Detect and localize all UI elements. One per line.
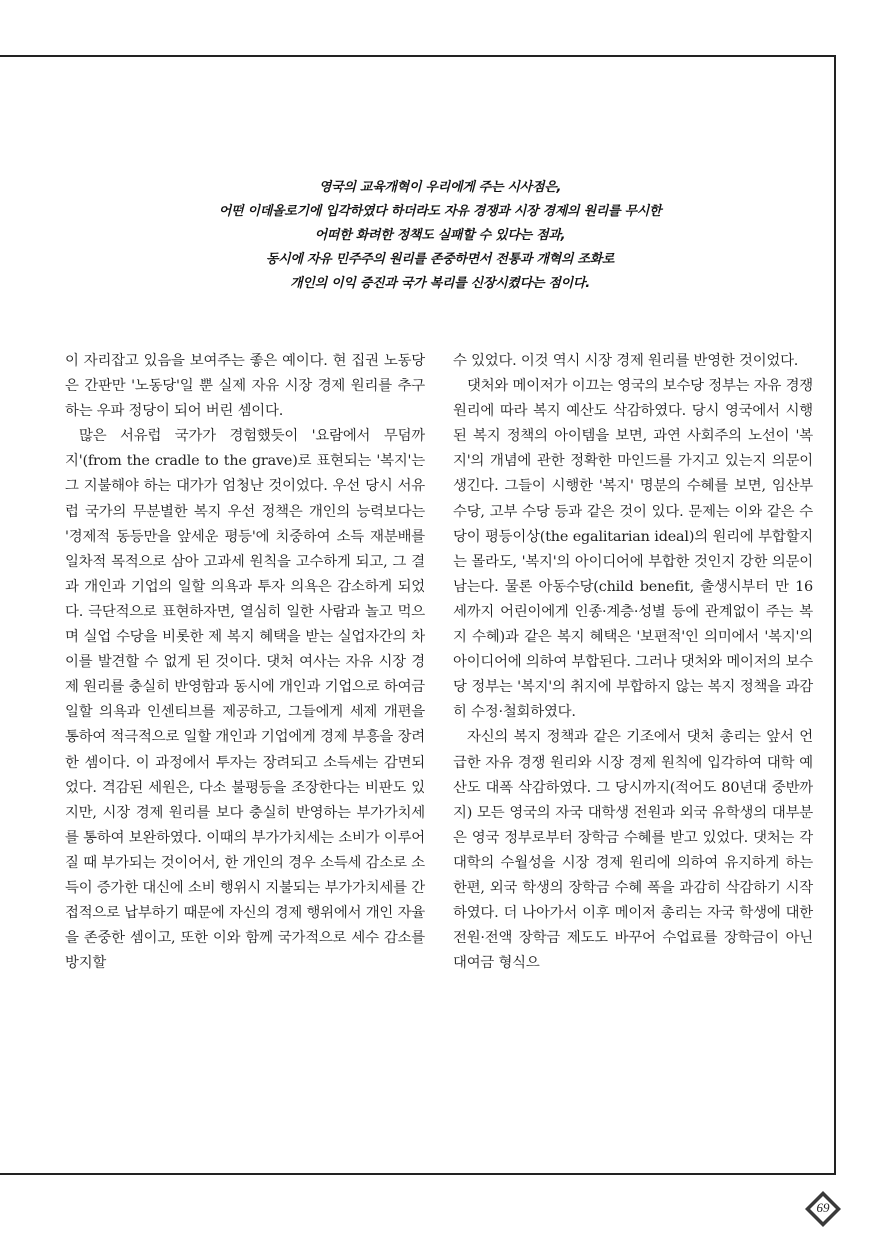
- paragraph: 댓처와 메이저가 이끄는 영국의 보수당 정부는 자유 경쟁 원리에 따라 복지 예산도 삭감하였다. 당시 영국에서 시행된 복지 정책의 아이템을 보면, 과연 사회주의 노선이 '복지'의 개념에 관한 정확한 마인드를 가지고 있는지 의문이 생긴다. 그들이 시행한 '복지' 명분의 수혜를 보면, 임산부 수당, 고부 수당 등과 같은 것이 있다. 문제는 이와 같은 수당이 평등이상(the egalitarian ideal)의 원리에 부합할지는 몰라도, '복지'의 아이디어에 부합한 것인지 강한 의문이 남는다. 물론 아동수당(child benefit, 출생시부터 만 16세까지 어린이에게 인종·계층·성별 등에 관계없이 주는 복지 수혜)과 같은 복지 혜택은 '보편적'인 의미에서 '복지'의 아이디어에 의하여 부합된다. 그러나 댓처와 메이저의 보수당 정부는 '복지'의 취지에 부합하지 않는 복지 정책을 과감히 수정·철회하였다.: [453, 378, 813, 721]
- pull-quote: [100, 176, 780, 296]
- left-column: [65, 349, 425, 976]
- pull-quote-line: 동시에 자유 민주주의 원리를 존중하면서 전통과 개혁의 조화로: [265, 252, 615, 267]
- paragraph: 수 있었다. 이것 역시 시장 경제 원리를 반영한 것이었다.: [453, 353, 799, 369]
- paragraph: 많은 서유럽 국가가 경험했듯이 '요람에서 무덤까지'(from the cradle to the grave)로 표현되는 '복지'는 그 지불해야 하는 대가가 엄청난 것이었다. 우선 당시 서유럽 국가의 무분별한 복지 우선 정책은 개인의 능력보다는 '경제적 동등만을 앞세운 평등'에 치중하여 소득 재분배를 일차적 목적으로 삼아 고과세 원칙을 고수하게 되고, 그 결과 개인과 기업의 일할 의욕과 투자 의욕은 감소하게 되었다. 극단적으로 표현하자면, 열심히 일한 사람과 놀고 먹으며 실업 수당을 비롯한 제 복지 혜택을 받는 실업자간의 차이를 발견할 수 없게 된 것이다. 댓처 여사는 자유 시장 경제 원리를 충실히 반영함과 동시에 개인과 기업으로 하여금 일할 의욕과 인센티브를 제공하고, 그들에게 세제 개편을 통하여 적극적으로 일할 개인과 기업에게 경제 부흥을 장려한 셈이다. 이 과정에서 투자는 장려되고 소득세는 감면되었다. 격감된 세원은, 다소 불평등을 조장한다는 비판도 있지만, 시장 경제 원리를 보다 충실히 반영하는 부가가치세를 통하여 보완하였다. 이때의 부가가치세는 소비가 이루어질 때 부가되는 것이어서, 한 개인의 경우 소득세 감소로 소득이 증가한 대신에 소비 행위시 지불되는 부가가치세를 간접적으로 납부하기 때문에 자신의 경제 행위에서 개인 자율을 존중한 셈이고, 또한 이와 함께 국가적으로 세수 감소를 방지할: [65, 428, 425, 972]
- paragraph: 이 자리잡고 있음을 보여주는 좋은 예이다. 현 집권 노동당은 간판만 '노동당'일 뿐 실제 자유 시장 경제 원리를 추구하는 우파 정당이 되어 버린 셈이다.: [65, 353, 425, 420]
- pull-quote-line: 어떤 이데올로기에 입각하였다 하더라도 자유 경쟁과 시장 경제의 원리를 무시한: [218, 204, 662, 219]
- pull-quote-line: 영국의 교육개혁이 우리에게 주는 시사점은,: [318, 180, 562, 195]
- pull-quote-line: 개인의 이익 증진과 국가 복리를 신장시켰다는 점이다.: [290, 276, 590, 291]
- page-number: 69: [816, 1200, 830, 1215]
- pull-quote-line: 어떠한 화려한 정책도 실패할 수 있다는 점과,: [314, 228, 566, 243]
- paragraph: 자신의 복지 정책과 같은 기조에서 댓처 총리는 앞서 언급한 자유 경쟁 원리와 시장 경제 원칙에 입각하여 대학 예산도 대폭 삭감하였다. 그 당시까지(적어도 80년대 중반까지) 모든 영국의 자국 대학생 전원과 외국 유학생의 대부분은 영국 정부로부터 장학금 수혜를 받고 있었다. 댓처는 각 대학의 수월성을 시장 경제 원리에 의하여 유지하게 하는 한편, 외국 학생의 장학금 수혜 폭을 과감히 삭감하기 시작하였다. 더 나아가서 이후 메이저 총리는 자국 학생에 대한 전원·전액 장학금 제도도 바꾸어 수업료를 장학금이 아닌 대여금 형식으: [453, 729, 813, 972]
- right-column: [453, 349, 813, 976]
